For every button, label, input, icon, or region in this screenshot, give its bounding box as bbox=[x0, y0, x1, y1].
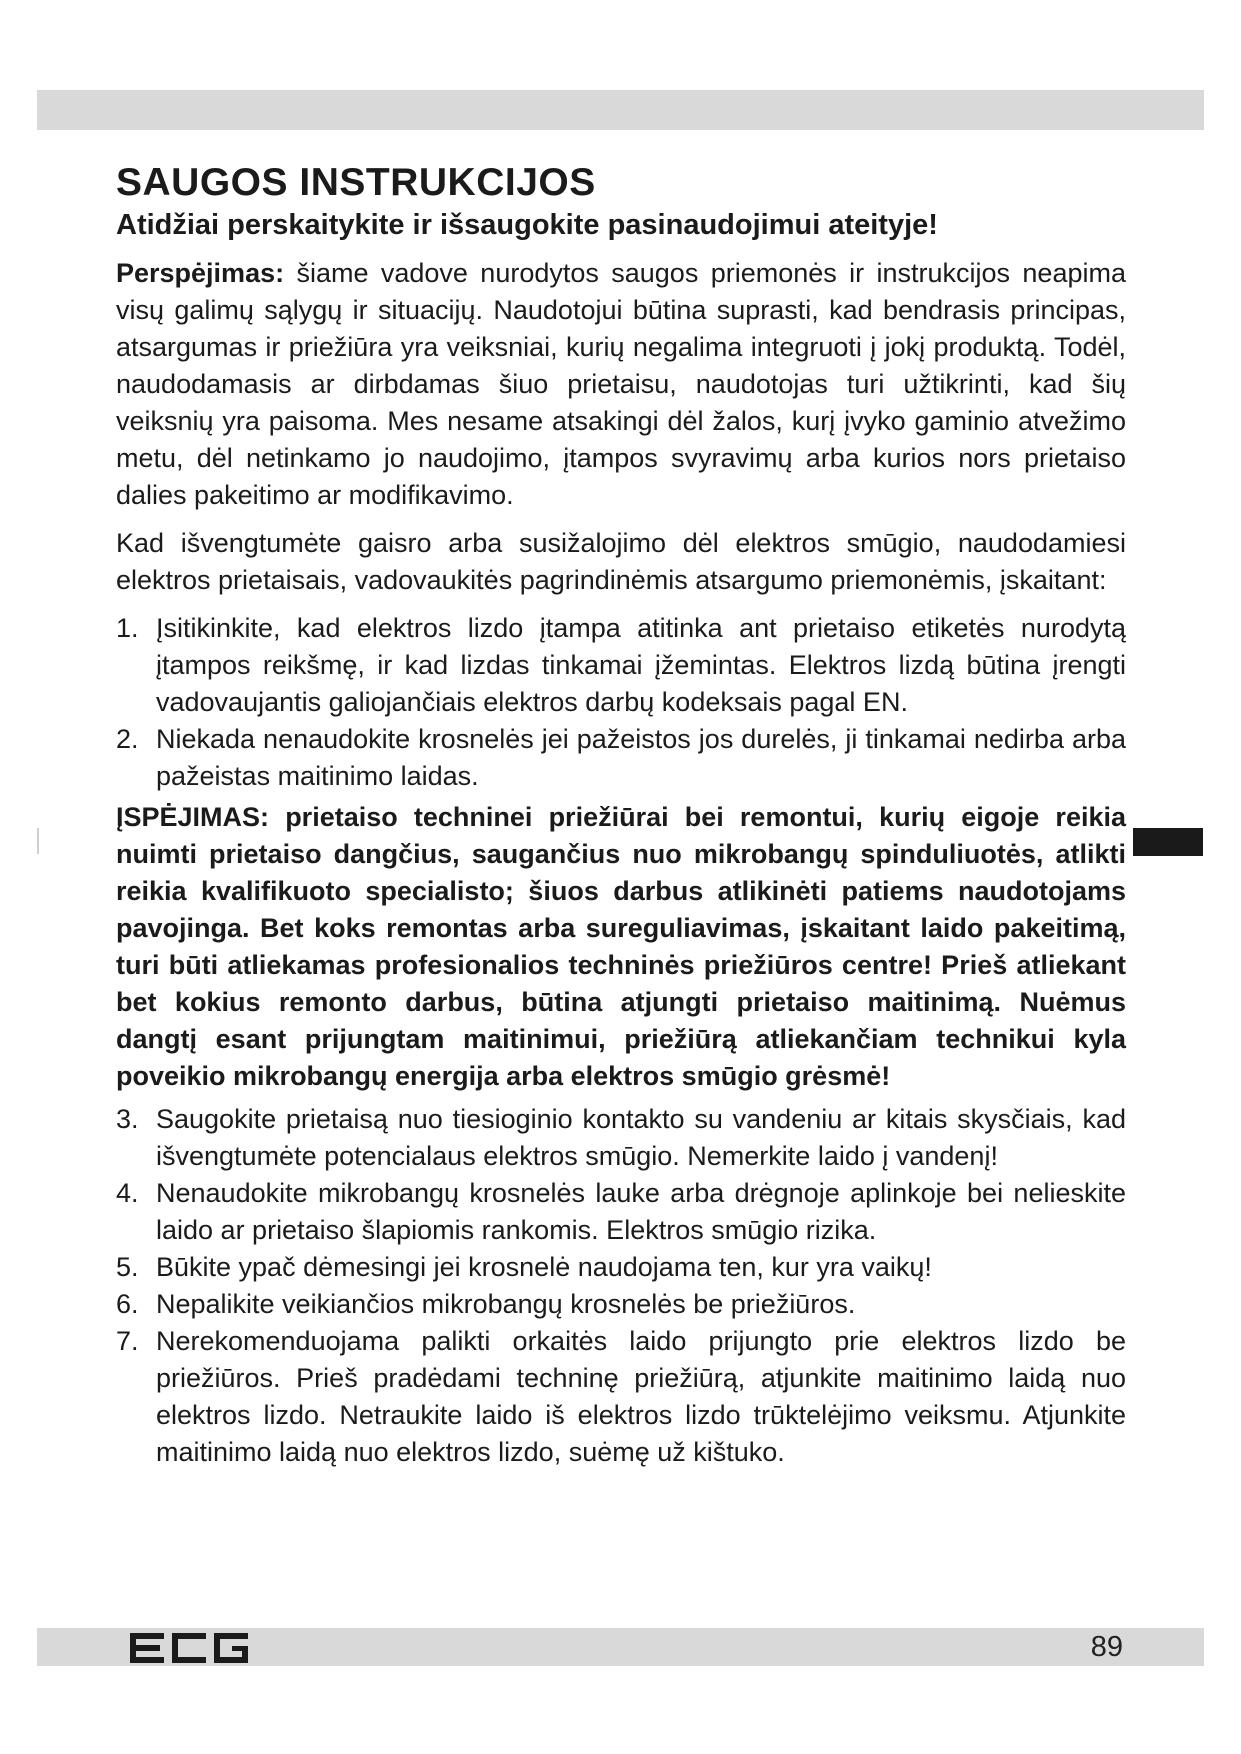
page-content bbox=[116, 160, 1126, 1475]
margin-mark bbox=[37, 828, 39, 854]
list-item-text: Įsitikinkite, kad elektros lizdo įtampa atitinka ant prietaiso etiketės nurodytą įtampos reikšmę, ir kad lizdas tinkamai įžemintas. Elektros lizdą būtina įrengti vadovaujantis galiojančiais elektros darbų kodeksais pagal EN. bbox=[156, 613, 1126, 717]
list-item bbox=[116, 1249, 1126, 1286]
list-item-number: 6. bbox=[116, 1289, 139, 1319]
instruction-list-b bbox=[116, 1101, 1126, 1471]
warning-paragraph bbox=[116, 255, 1126, 514]
page-subtitle: Atidžiai perskaitykite ir išsaugokite pasinaudojimui ateityje! bbox=[116, 209, 938, 241]
list-item-number: 2. bbox=[116, 724, 139, 754]
list-item bbox=[116, 610, 1126, 721]
list-item bbox=[116, 1286, 1126, 1323]
list-item-number: 5. bbox=[116, 1252, 139, 1282]
list-item-text: Saugokite prietaisą nuo tiesioginio kontakto su vandeniu ar kitais skysčiais, kad išvengtumėte potencialaus elektros smūgio. Nemerkite laido į vandenį! bbox=[156, 1104, 1126, 1171]
section-tab bbox=[1133, 828, 1203, 856]
list-item bbox=[116, 1323, 1126, 1471]
ecg-logo bbox=[130, 1631, 248, 1665]
list-item-text: Nenaudokite mikrobangų krosnelės lauke arba drėgnoje aplinkoje bei nelieskite laido ar prietaiso šlapiomis rankomis. Elektros smūgio rizika. bbox=[156, 1178, 1126, 1245]
precautions-paragraph: Kad išvengtumėte gaisro arba susižalojimo dėl elektros smūgio, naudodamiesi elektros prietaisais, vadovaukitės pagrindinėmis atsargumo priemonėmis, įskaitant: bbox=[116, 528, 1126, 595]
list-item-number: 7. bbox=[116, 1326, 139, 1356]
list-item-text: Nepalikite veikiančios mikrobangų krosnelės be priežiūros. bbox=[156, 1289, 856, 1319]
list-item bbox=[116, 1101, 1126, 1175]
list-item-number: 1. bbox=[116, 613, 139, 643]
page-number: 89 bbox=[1090, 1631, 1123, 1663]
list-item-number: 3. bbox=[116, 1104, 139, 1134]
warning-label: Perspėjimas: bbox=[116, 258, 285, 288]
list-item-text: Nerekomenduojama palikti orkaitės laido prijungto prie elektros lizdo be priežiūros. Prieš pradėdami techninę priežiūrą, atjunkite maitinimo laidą nuo elektros lizdo. Netraukite laido iš elektros lizdo trūktelėjimo veiksmu. Atjunkite maitinimo laidą nuo elektros lizdo, suėmę už kištuko. bbox=[156, 1326, 1126, 1467]
list-item-text: Būkite ypač dėmesingi jei krosnelė naudojama ten, kur yra vaikų! bbox=[156, 1252, 932, 1282]
list-item-text: Niekada nenaudokite krosnelės jei pažeistos jos durelės, ji tinkamai nedirba arba pažeistas maitinimo laidas. bbox=[156, 724, 1126, 791]
danger-warning: ĮSPĖJIMAS: prietaiso techninei priežiūrai bei remontui, kurių eigoje reikia nuimti prietaiso dangčius, saugančius nuo mikrobangų spinduliuotės, atlikti reikia kvalifikuoto specialisto; šiuos darbus atlikinėti patiems naudotojams pavojinga. Bet koks remontas arba sureguliavimas, įskaitant laido pakeitimą, turi būti atliekamas profesionalios techninės priežiūros centre! Prieš atliekant bet kokius remonto darbus, būtina atjungti prietaiso maitinimą. Nuėmus dangtį esant prijungtam maitinimui, priežiūrą atliekančiam technikui kyla poveikio mikrobangų energija arba elektros smūgio grėsmė! bbox=[116, 802, 1126, 1091]
warning-text: šiame vadove nurodytos saugos priemonės ir instrukcijos neapima visų galimų sąlygų ir situacijų. Naudotojui būtina suprasti, kad bendrasis principas, atsargumas ir priežiūra yra veiksniai, kurių negalima integruoti į jokį produktą. Todėl, naudodamasis ar dirbdamas šiuo prietaisu, naudotojas turi užtikrinti, kad šių veiksnių yra paisoma. Mes nesame atsakingi dėl žalos, kurį įvyko gaminio atvežimo metu, dėl netinkamo jo naudojimo, įtampos svyravimų arba kurios nors prietaiso dalies pakeitimo ar modifikavimo. bbox=[116, 258, 1126, 510]
list-item-number: 4. bbox=[116, 1178, 139, 1208]
list-item bbox=[116, 721, 1126, 795]
page-title: SAUGOS INSTRUKCIJOS bbox=[116, 161, 596, 204]
instruction-list-a bbox=[116, 610, 1126, 795]
header-bar bbox=[37, 90, 1204, 130]
list-item bbox=[116, 1175, 1126, 1249]
